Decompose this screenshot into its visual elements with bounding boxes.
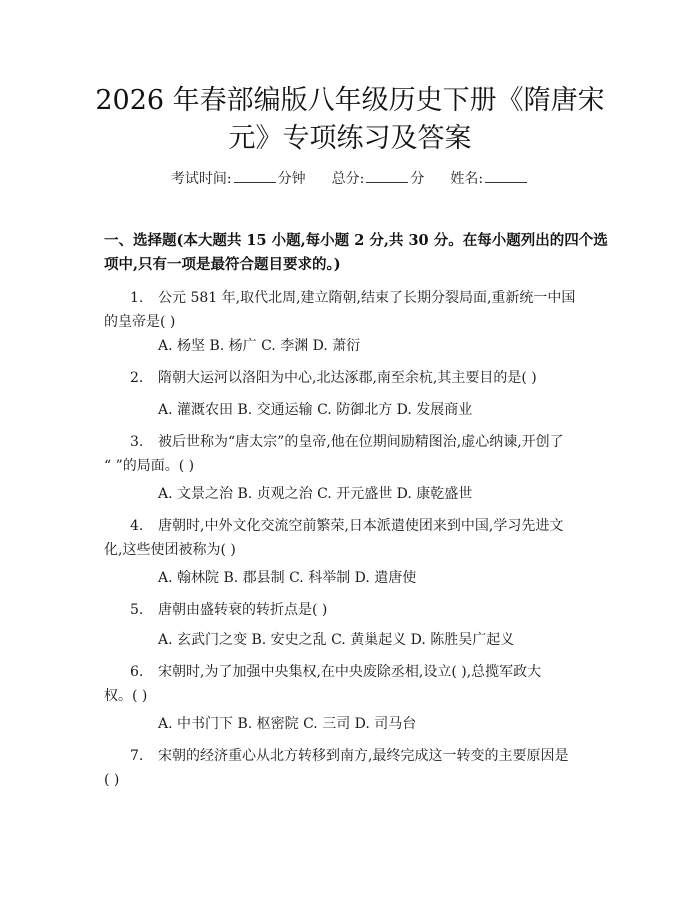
- question-3-text: 被后世称为“唐太宗”的皇帝,他在位期间励精图治,虚心纳谏,开创了: [158, 434, 564, 450]
- question-2-options: A. 灌溉农田 B. 交通运输 C. 防御北方 D. 发展商业: [158, 402, 473, 418]
- question-4-options: A. 翰林院 B. 郡县制 C. 科举制 D. 遣唐使: [158, 570, 417, 586]
- question-1-number: 1.: [130, 290, 144, 306]
- question-7-text: 宋朝的经济重心从北方转移到南方,最终完成这一转变的主要原因是: [158, 748, 569, 764]
- total-score-blank: [366, 170, 408, 183]
- question-2-text: 隋朝大运河以洛阳为中心,北达涿郡,南至余杭,其主要目的是( ): [158, 370, 537, 386]
- total-score-unit: 分: [410, 171, 425, 187]
- question-5-line-1: [130, 598, 327, 622]
- question-2-line-1: [130, 366, 537, 390]
- total-score-label: 总分:: [331, 171, 365, 187]
- name-label: 姓名:: [450, 171, 484, 187]
- exam-time-blank: [234, 170, 276, 183]
- question-6-line-2: 权。( ): [104, 688, 148, 704]
- question-1-line-1: [130, 286, 575, 310]
- question-6-text: 宋朝时,为了加强中央集权,在中央废除丞相,设立( ),总揽军政大: [158, 664, 542, 680]
- page-title-line-2: 元》专项练习及答案: [228, 123, 472, 154]
- exam-time-unit: 分钟: [277, 171, 306, 187]
- question-1-text: 公元 581 年,取代北周,建立隋朝,结束了长期分裂局面,重新统一中国: [158, 290, 576, 306]
- question-2-number: 2.: [130, 370, 144, 386]
- section-heading-line-1: 一、选择题(本大题共 15 小题,每小题 2 分,共 30 分。在每小题列出的四个选: [104, 232, 608, 249]
- question-1-line-2: 的皇帝是( ): [104, 314, 176, 330]
- question-6-line-1: [130, 660, 541, 684]
- question-6-number: 6.: [130, 664, 144, 680]
- question-5-text: 唐朝由盛转衰的转折点是( ): [158, 602, 328, 618]
- question-7-line-2: ( ): [104, 772, 120, 788]
- question-6-options: A. 中书门下 B. 枢密院 C. 三司 D. 司马台: [158, 716, 417, 732]
- question-4-line-2: 化,这些使团被称为( ): [104, 542, 236, 558]
- page-title-line-1: 2026 年春部编版八年级历史下册《隋唐宋: [95, 85, 605, 116]
- exam-time-label: 考试时间:: [170, 171, 232, 187]
- section-heading-line-2: 项中,只有一项是最符合题目要求的。): [104, 256, 341, 273]
- question-3-line-2: “ ”的局面。( ): [104, 458, 195, 474]
- question-7-number: 7.: [130, 748, 144, 764]
- question-3-number: 3.: [130, 434, 144, 450]
- question-4-line-1: [130, 514, 563, 538]
- question-3-options: A. 文景之治 B. 贞观之治 C. 开元盛世 D. 康乾盛世: [158, 486, 473, 502]
- question-7-line-1: [130, 744, 568, 768]
- exam-info-row: [0, 168, 700, 188]
- question-4-text: 唐朝时,中外文化交流空前繁荣,日本派遣使团来到中国,学习先进文: [158, 518, 564, 534]
- question-3-line-1: [130, 430, 564, 454]
- question-1-options: A. 杨坚 B. 杨广 C. 李渊 D. 萧衍: [158, 338, 361, 354]
- question-5-options: A. 玄武门之变 B. 安史之乱 C. 黄巢起义 D. 陈胜吴广起义: [158, 632, 515, 648]
- name-blank: [485, 170, 527, 183]
- question-5-number: 5.: [130, 602, 144, 618]
- question-4-number: 4.: [130, 518, 144, 534]
